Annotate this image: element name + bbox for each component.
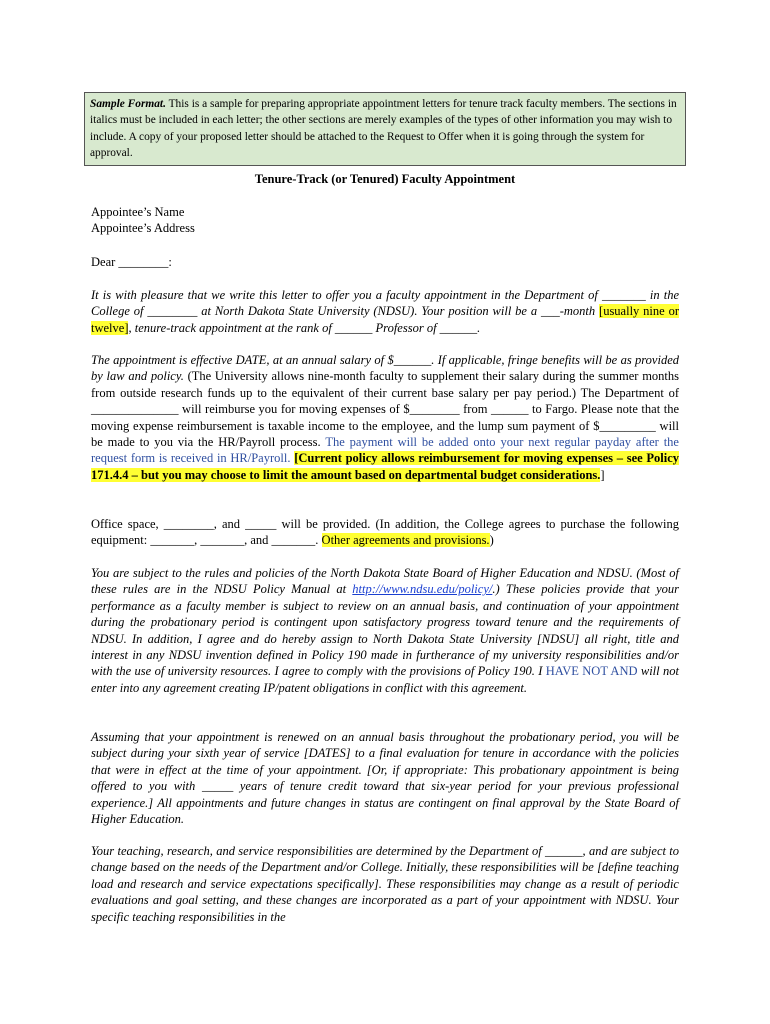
- appointee-block: [91, 204, 679, 237]
- office-end: ): [489, 533, 494, 548]
- paragraph-salary: [91, 352, 679, 483]
- notice-label: Sample Format.: [90, 98, 166, 110]
- offer-highlight: [usually nine or twelve]: [91, 304, 679, 335]
- rules-text-end: will not enter into any agreement creating IP/patent obligations in conflict with this agreement.: [91, 664, 679, 695]
- paragraph-offer: [91, 287, 679, 336]
- policy-highlight: [Current policy allows reimbursement for moving expenses – see Policy 171.4.4 – but you may choose to limit the amount based on departmental budget considerations.: [91, 451, 680, 482]
- policy-end: ]: [600, 467, 605, 482]
- rules-text: You are subject to the rules and policies of the North Dakota State Board of Higher Education and NDSU. (Most of these rules are in the NDSU Policy Manual at: [91, 566, 679, 597]
- office-highlight: Other agreements and provisions.: [321, 533, 490, 548]
- paragraph-responsibilities: Your teaching, research, and service responsibilities are determined by the Department of ______, and are subject to change based on the needs of the Department and/or College. Initially, these responsibilities will be [define teaching load and research and service expectations specifically]. These responsibilities may change as a result of periodic evaluations and goal setting, and these changes are incorporated as a part of your appointment with NDSU. Your specific teaching responsibilities in the: [91, 844, 679, 924]
- rules-text-mid: .) These policies provide that your performance as a faculty member is subject to review on an annual basis, and continuation of your appointment during the probationary period is contingent upon satisfactory progress toward tenure and the requirements of NDSU. In addition, I agree and do hereby assign to North Dakota State University [NDSU] all right, title and interest in any NDSU invention defined in Policy 190 made in furtherance of my university responsibilities and/or with the use of university resources. I agree to comply with the provisions of Policy 190. I: [91, 582, 679, 679]
- appointee-address: Appointee’s Address: [91, 221, 195, 236]
- policy-link[interactable]: http://www.ndsu.edu/policy/: [352, 582, 493, 597]
- letter-title: Tenure-Track (or Tenured) Faculty Appointment: [254, 172, 516, 186]
- offer-text-end: , tenure-track appointment at the rank of ______ Professor of ______.: [128, 320, 481, 335]
- sample-format-notice: [84, 92, 686, 166]
- salary-italic: The appointment is effective DATE, at an annual salary of $______. If applicable, fringe benefits will be as provided by law and policy.: [91, 353, 679, 384]
- ip-note: HAVE NOT AND: [545, 664, 638, 679]
- paragraph-office: [91, 516, 679, 549]
- salutation: Dear ________:: [91, 255, 172, 269]
- paragraph-tenure: Assuming that your appointment is renewed on an annual basis throughout the probationary period, you will be subject during your sixth year of service [DATES] to a final evaluation for tenure in accordance with the policies that were in effect at the time of your appointment. [Or, if appropriate: This probationary appointment is being offered to you with _____ years of tenure credit toward that six-year period for your previous professional experience.] All appointments and future changes in status are contingent on final approval by the State Board of Higher Education.: [91, 730, 679, 827]
- office-text: Office space, ________, and _____ will be provided. (In addition, the College agrees to purchase the following equipment: _______, _______, and _______.: [91, 517, 679, 548]
- appointee-name: Appointee’s Name: [91, 205, 185, 219]
- offer-text: It is with pleasure that we write this letter to offer you a faculty appointment in the Department of _______ in the College of ________ at North Dakota State University (NDSU). Your position will be a ___-month: [91, 288, 679, 319]
- salary-plain: (The University allows nine-month faculty to supplement their salary during the summer months from outside research funds up to the equivalent of their current base salary per pay period.) The Department of ______________ will reimburse you for moving expenses of $________ from ______ to Fargo. Please note that the moving expense reimbursement is taxable income to the employee, and the lump sum payment of $_________ will be made to you via the HR/Payroll process.: [91, 369, 679, 450]
- payment-note: The payment will be added onto your next regular payday after the request form is received in HR/Payroll.: [91, 435, 679, 466]
- notice-text: This is a sample for preparing appropriate appointment letters for tenure track faculty members. The sections in italics must be included in each letter; the other sections are merely examples of the types of other information you may wish to include. A copy of your proposed letter should be attached to the Request to Offer when it is going through the system for approval.: [90, 98, 677, 160]
- paragraph-rules: [91, 565, 679, 696]
